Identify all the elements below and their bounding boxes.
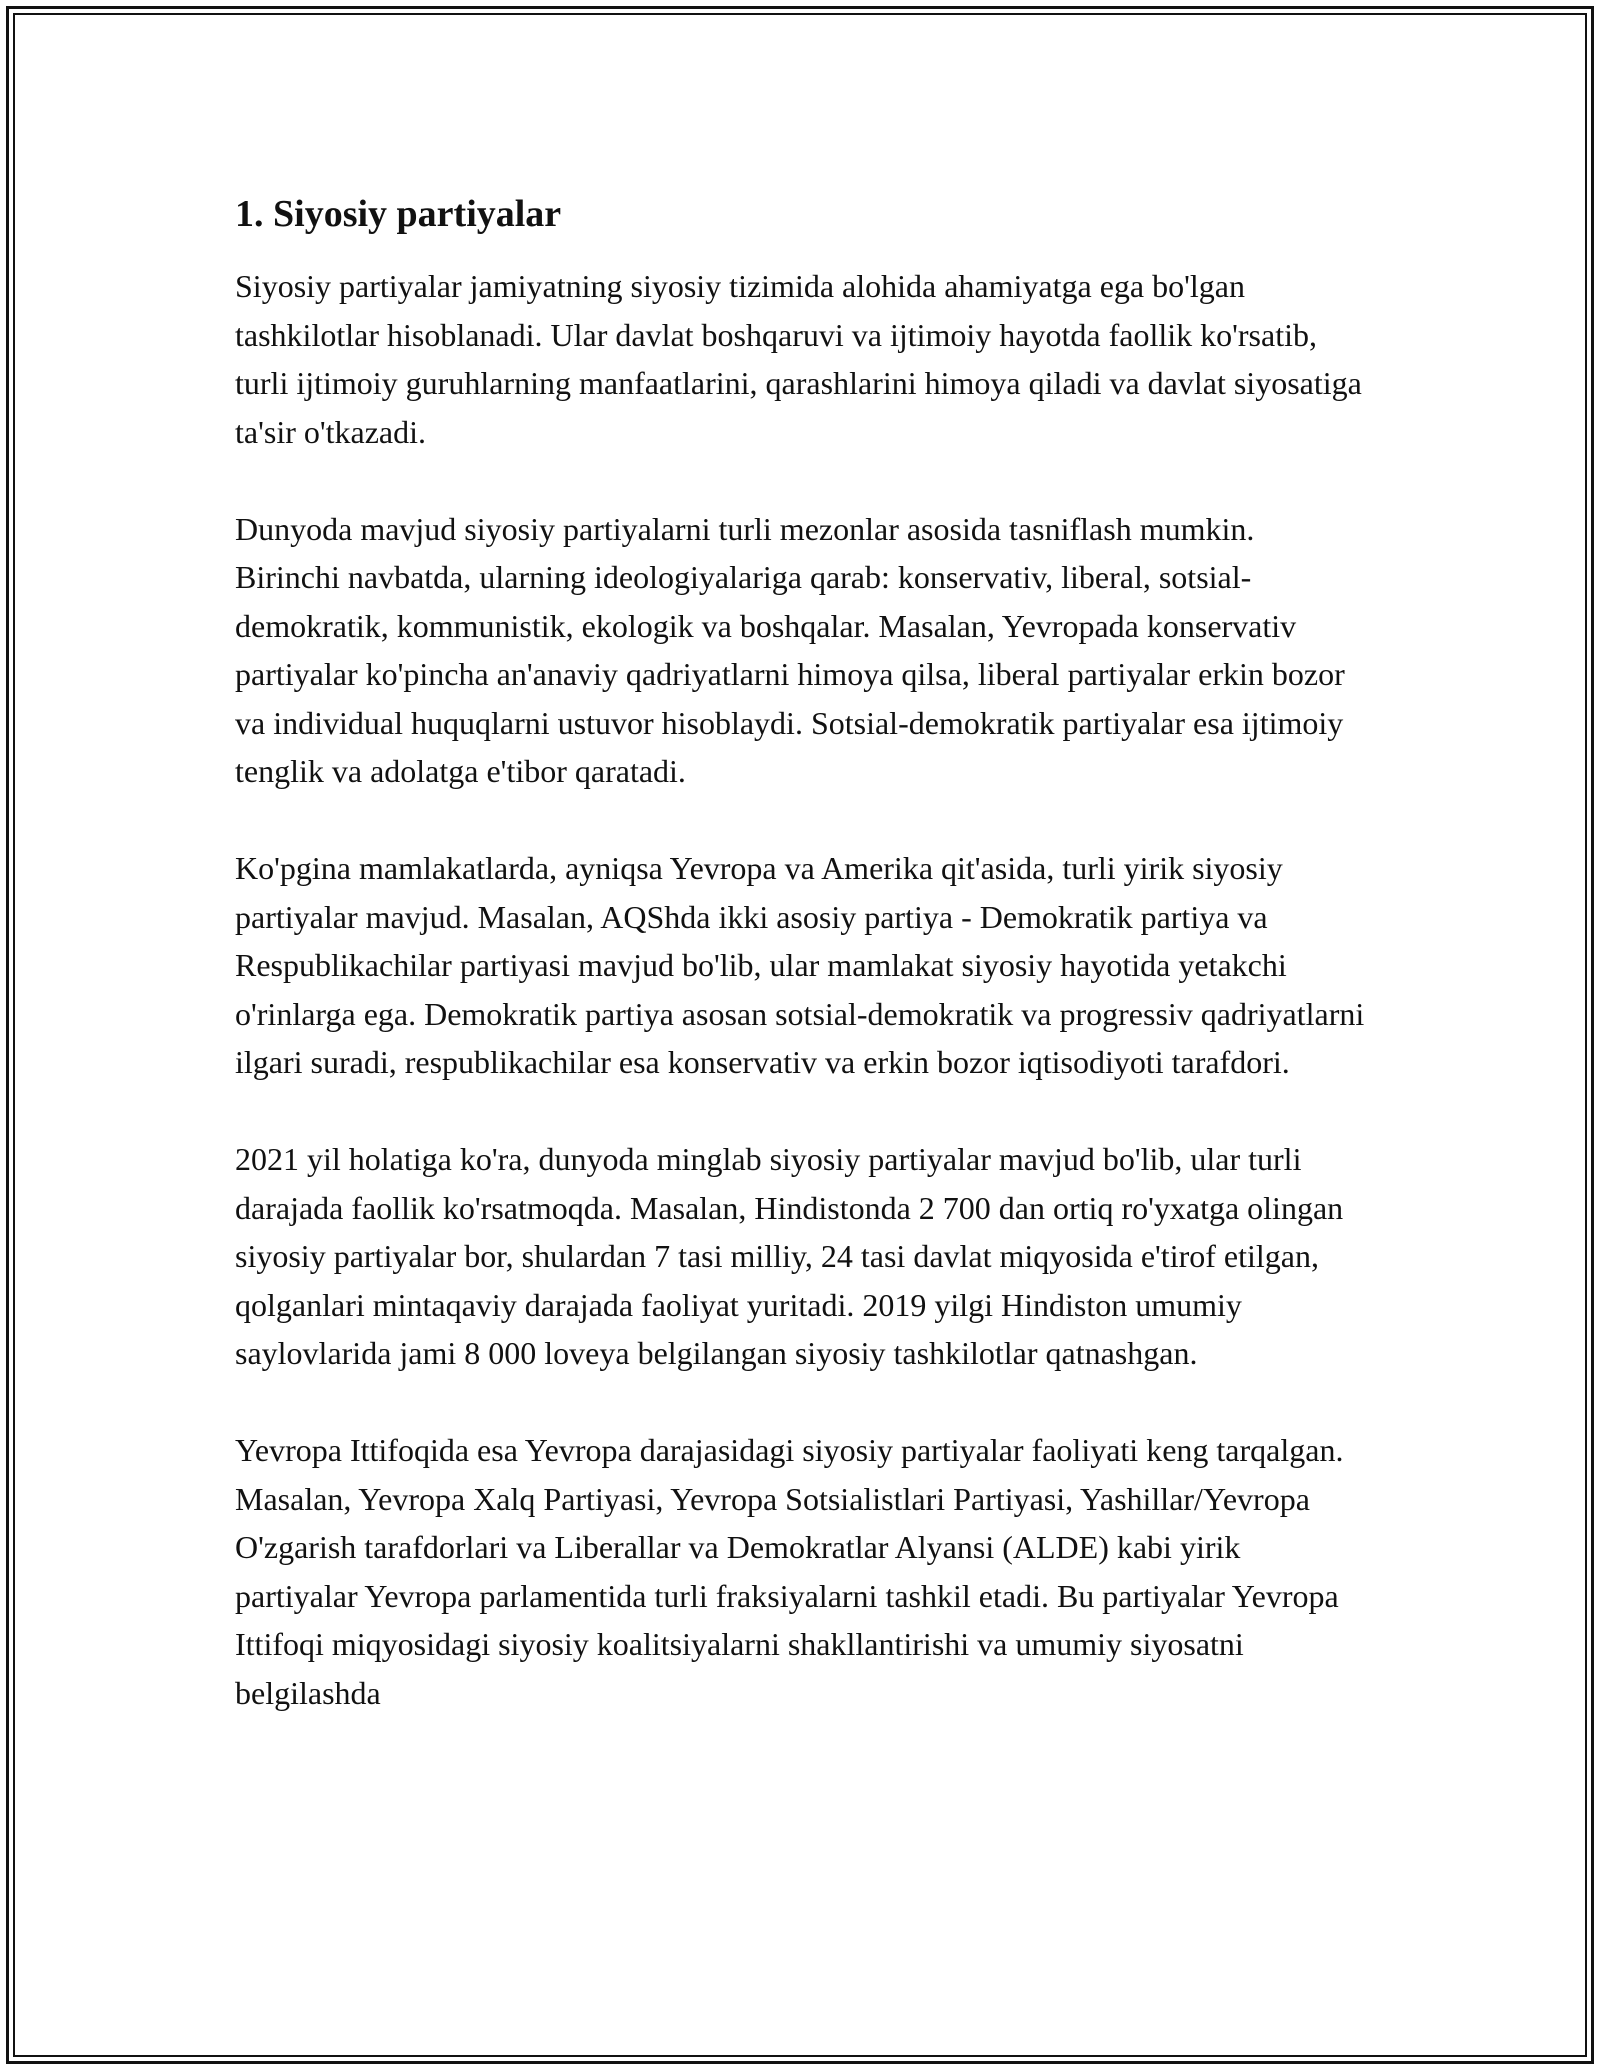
section-heading: 1. Siyosiy partiyalar: [235, 193, 562, 235]
paragraph-1: Siyosiy partiyalar jamiyatning siyosiy tizimida alohida ahamiyatga ega bo'lgan tashkilotlar hisoblanadi. Ular davlat boshqaruvi va ijtimoiy hayotda faollik ko'rsatib, turli ijtimoiy guruhlarning manfaatlarini, qarashlarini himoya qiladi va davlat siyosatiga ta'sir o'tkazadi.: [235, 268, 1362, 450]
document-body: [235, 190, 1365, 1717]
paragraph-4: 2021 yil holatiga ko'ra, dunyoda minglab siyosiy partiyalar mavjud bo'lib, ular turli darajada faollik ko'rsatmoqda. Masalan, Hindistonda 2 700 dan ortiq ro'yxatga olingan siyosiy partiyalar bor, shulardan 7 tasi milliy, 24 tasi davlat miqyosida e'tirof etilgan, qolganlari mintaqaviy darajada faoliyat yuritadi. 2019 yilgi Hindiston umumiy saylovlarida jami 8 000 loveya belgilangan siyosiy tashkilotlar qatnashgan.: [235, 1141, 1344, 1371]
paragraph-2: Dunyoda mavjud siyosiy partiyalarni turli mezonlar asosida tasniflash mumkin. Birinchi navbatda, ularning ideologiyalariga qarab: konservativ, liberal, sotsial-demokratik, kommunistik, ekologik va boshqalar. Masalan, Yevropada konservativ partiyalar ko'pincha an'anaviy qadriyatlarni himoya qilsa, liberal partiyalar erkin bozor va individual huquqlarni ustuvor hisoblaydi. Sotsial-demokratik partiyalar esa ijtimoiy tenglik va adolatga e'tibor qaratadi.: [235, 510, 1345, 789]
paragraph-5: Yevropa Ittifoqida esa Yevropa darajasidagi siyosiy partiyalar faoliyati keng tarqalgan. Masalan, Yevropa Xalq Partiyasi, Yevropa Sotsialistlari Partiyasi, Yashillar/Yevropa O'zgarish tarafdorlari va Liberallar va Demokratlar Alyansi (ALDE) kabi yirik partiyalar Yevropa parlamentida turli fraksiyalarni tashkil etadi. Bu partiyalar Yevropa Ittifoqi miqyosidagi siyosiy koalitsiyalarni shakllantirishi va umumiy siyosatni belgilashda: [235, 1432, 1344, 1711]
paragraph-3: Ko'pgina mamlakatlarda, ayniqsa Yevropa va Amerika qit'asida, turli yirik siyosiy partiyalar mavjud. Masalan, AQShda ikki asosiy partiya - Demokratik partiya va Respublikachilar partiyasi mavjud bo'lib, ular mamlakat siyosiy hayotida yetakchi o'rinlarga ega. Demokratik partiya asosan sotsial-demokratik va progressiv qadriyatlarni ilgari suradi, respublikachilar esa konservativ va erkin bozor iqtisodiyoti tarafdori.: [235, 850, 1365, 1080]
